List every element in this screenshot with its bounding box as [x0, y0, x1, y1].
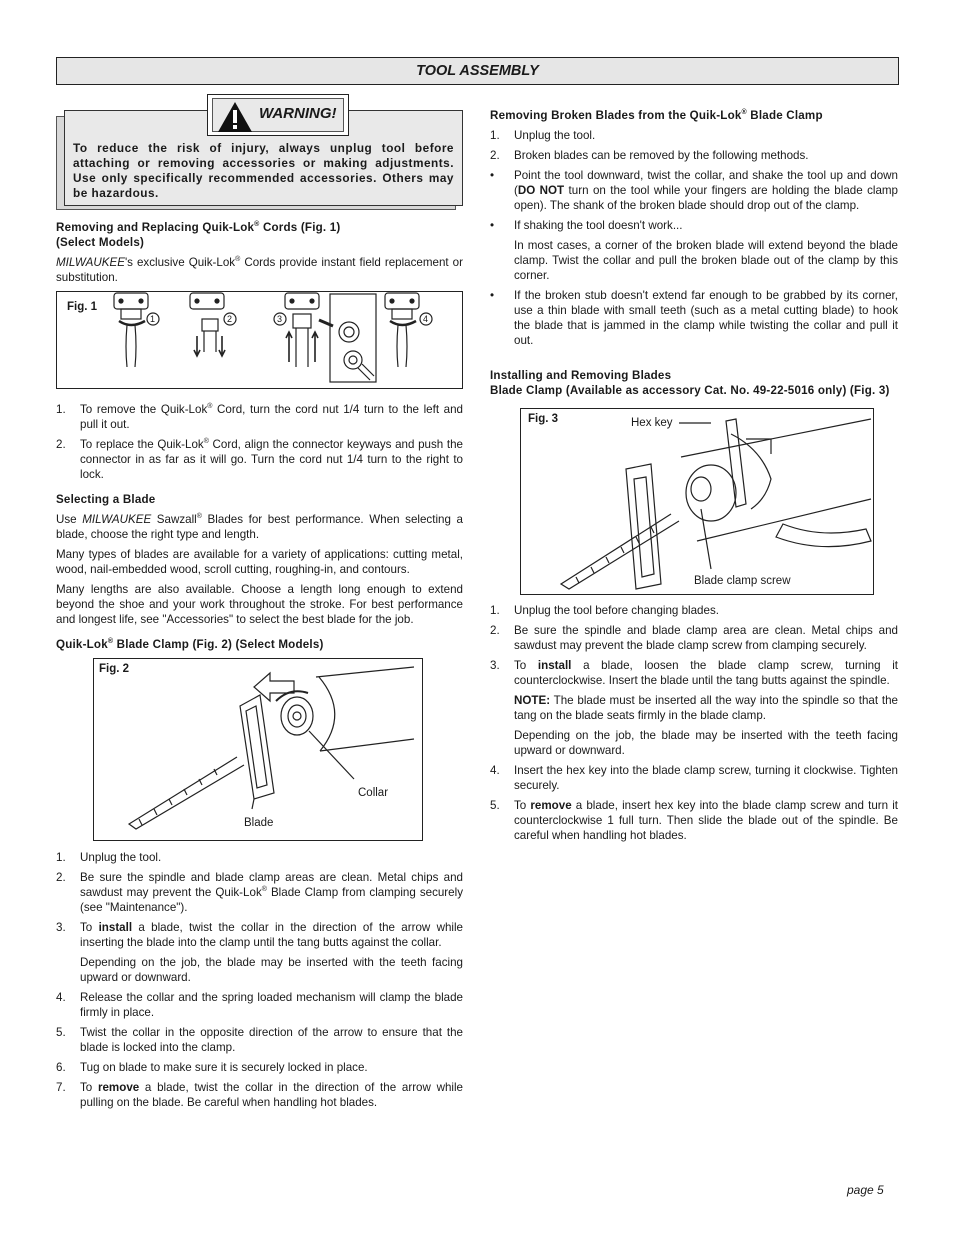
list-item: 5. To remove a blade, insert hex key into the blade clamp screw and turn it counterclockwise 1 full turn. Then slide the blade out of the spindle. Be careful when handling hot blades.: [490, 799, 899, 842]
selecting-heading: Selecting a Blade: [56, 493, 156, 506]
figure-1-label: Fig. 1: [67, 301, 98, 313]
list-item: 5. Twist the collar in the opposite direction of the arrow to ensure that the blade is locked into the clamp.: [56, 1026, 463, 1054]
figure-3-label: Fig. 3: [528, 413, 559, 425]
list-item: 6. Tug on blade to make sure it is securely locked in place.: [56, 1061, 368, 1074]
list-item: 4. Insert the hex key into the blade clamp screw, turning it clockwise. Tighten securely.: [490, 764, 898, 792]
list-item: 2. Be sure the spindle and blade clamp areas are clean. Metal chips and sawdust may prevent the Quik-Lok® Blade Clamp from clamping securely (see "Maintenance").: [56, 871, 463, 914]
warning-tab: [207, 94, 349, 136]
broken-steps: [490, 128, 898, 348]
warning-panel: [64, 105, 463, 206]
warning-text: To reduce the risk of injury, always unplug tool before attaching or removing accessories or making adjustments. Use only specifically recommended accessories. Others may be hazardous.: [73, 141, 454, 200]
page-number: page 5: [847, 1183, 884, 1197]
callout-1: 1: [150, 314, 156, 324]
selecting-p2: Many types of blades are available for a variety of applications: cutting metal, wood, nail-embedded wood, scroll cutting, roughing-in, and contours.: [56, 548, 463, 576]
selecting-p3: Many lengths are also available. Choose a length long enough to extend beyond the shoe and your work throughout the stroke. For best performance and longest life, see "Accessories" to select the best blade for the job.: [56, 583, 463, 626]
blade-label: Blade: [244, 817, 274, 829]
list-item: 7. To remove a blade, twist the collar in the direction of the arrow while pulling on the blade. Be careful when handling hot blades.: [56, 1081, 464, 1109]
warning-box: [56, 105, 463, 210]
selecting-p1: Use MILWAUKEE Sawzall® Blades for best performance. When selecting a blade, choose the right type and length.: [56, 513, 463, 541]
figure-3: [520, 408, 874, 595]
list-item: 4. Release the collar and the spring loaded mechanism will clamp the blade firmly in place.: [56, 991, 463, 1019]
callout-2: 2: [227, 314, 233, 324]
list-item: • If shaking the tool doesn't work... In most cases, a corner of the broken blade will extend beyond the blade clamp. Twist the collar and pull the broken blade out of the clamp by this corner.: [490, 219, 898, 282]
figure-1-illustration: [57, 292, 462, 388]
list-item: 3. To install a blade, twist the collar in the direction of the arrow while inserting the blade into the clamp until the tang butts against the collar. Depending on the job, the blade may be inserted with the teeth facing upward or downward.: [56, 921, 464, 984]
list-item: 1. To remove the Quik-Lok® Cord, turn the cord nut 1/4 turn to the left and pull it out.: [56, 403, 463, 431]
figure-3-illustration: [521, 409, 873, 594]
list-item: • Point the tool downward, twist the collar, and shake the tool up and down (DO NOT turn on the tool while your fingers are holding the blade clamp open). The shank of the broken blade should drop out of the clamp.: [490, 169, 899, 212]
list-item: 1. Unplug the tool.: [56, 851, 162, 864]
right-column: [490, 108, 898, 848]
list-item: 1. Unplug the tool before changing blades.: [490, 604, 719, 617]
quiklok-clamp-heading: Quik-Lok® Blade Clamp (Fig. 2) (Select Models): [56, 638, 324, 651]
warning-triangle-icon: [217, 101, 253, 133]
list-item: 2. To replace the Quik-Lok® Cord, align the connector keyways and push the connector in as far as it will go. Turn the cord nut 1/4 turn to the right to lock.: [56, 438, 463, 481]
list-item: 1. Unplug the tool.: [490, 129, 596, 142]
cords-steps: [56, 402, 463, 482]
list-item: 2. Be sure the spindle and blade clamp area are clean. Metal chips and sawdust may prevent the blade clamp screw from clamping securely.: [490, 624, 898, 652]
cords-intro: MILWAUKEE's exclusive Quik-Lok® Cords provide instant field replacement or substitution.: [56, 256, 463, 284]
cords-heading: Removing and Replacing Quik-Lok® Cords (Fig. 1) (Select Models): [56, 221, 341, 249]
figure-2: [93, 658, 423, 841]
warning-label: WARNING!: [259, 105, 337, 122]
installing-steps: [490, 603, 898, 843]
section-title: TOOL ASSEMBLY: [56, 57, 899, 85]
list-item: 2. Broken blades can be removed by the following methods.: [490, 149, 809, 162]
list-item: • If the broken stub doesn't extend far enough to be grabbed by its corner, use a thin blade with small teeth (such as a metal cutting blade) to hook the blade that is jammed in the clamp while twisting the collar and pull it out.: [490, 289, 898, 347]
figure-2-label: Fig. 2: [99, 663, 130, 675]
installing-heading: Installing and Removing Blades Blade Clamp (Available as accessory Cat. No. 49-22-5016 only) (Fig. 3): [490, 369, 890, 397]
hexkey-label: Hex key: [631, 417, 673, 429]
callout-4: 4: [423, 314, 429, 324]
broken-heading: Removing Broken Blades from the Quik-Lok® Blade Clamp: [490, 109, 823, 122]
quiklok-steps: [56, 850, 463, 1110]
callout-3: 3: [277, 314, 283, 324]
figure-1: [56, 291, 463, 389]
blade-clamp-screw-label: Blade clamp screw: [694, 575, 791, 587]
figure-2-illustration: [94, 659, 422, 840]
collar-label: Collar: [358, 787, 389, 799]
left-column: [56, 105, 464, 1115]
list-item: 3. To install a blade, loosen the blade clamp screw, turning it counterclockwise. Insert the blade until the tang butts against the spindle. NOTE: The blade must be inserted all the way into the spindle so that the tang on the blade seats firmly in the blade clamp. Depending on the job, the blade may be inserted with the teeth facing upward or downward.: [490, 659, 898, 757]
